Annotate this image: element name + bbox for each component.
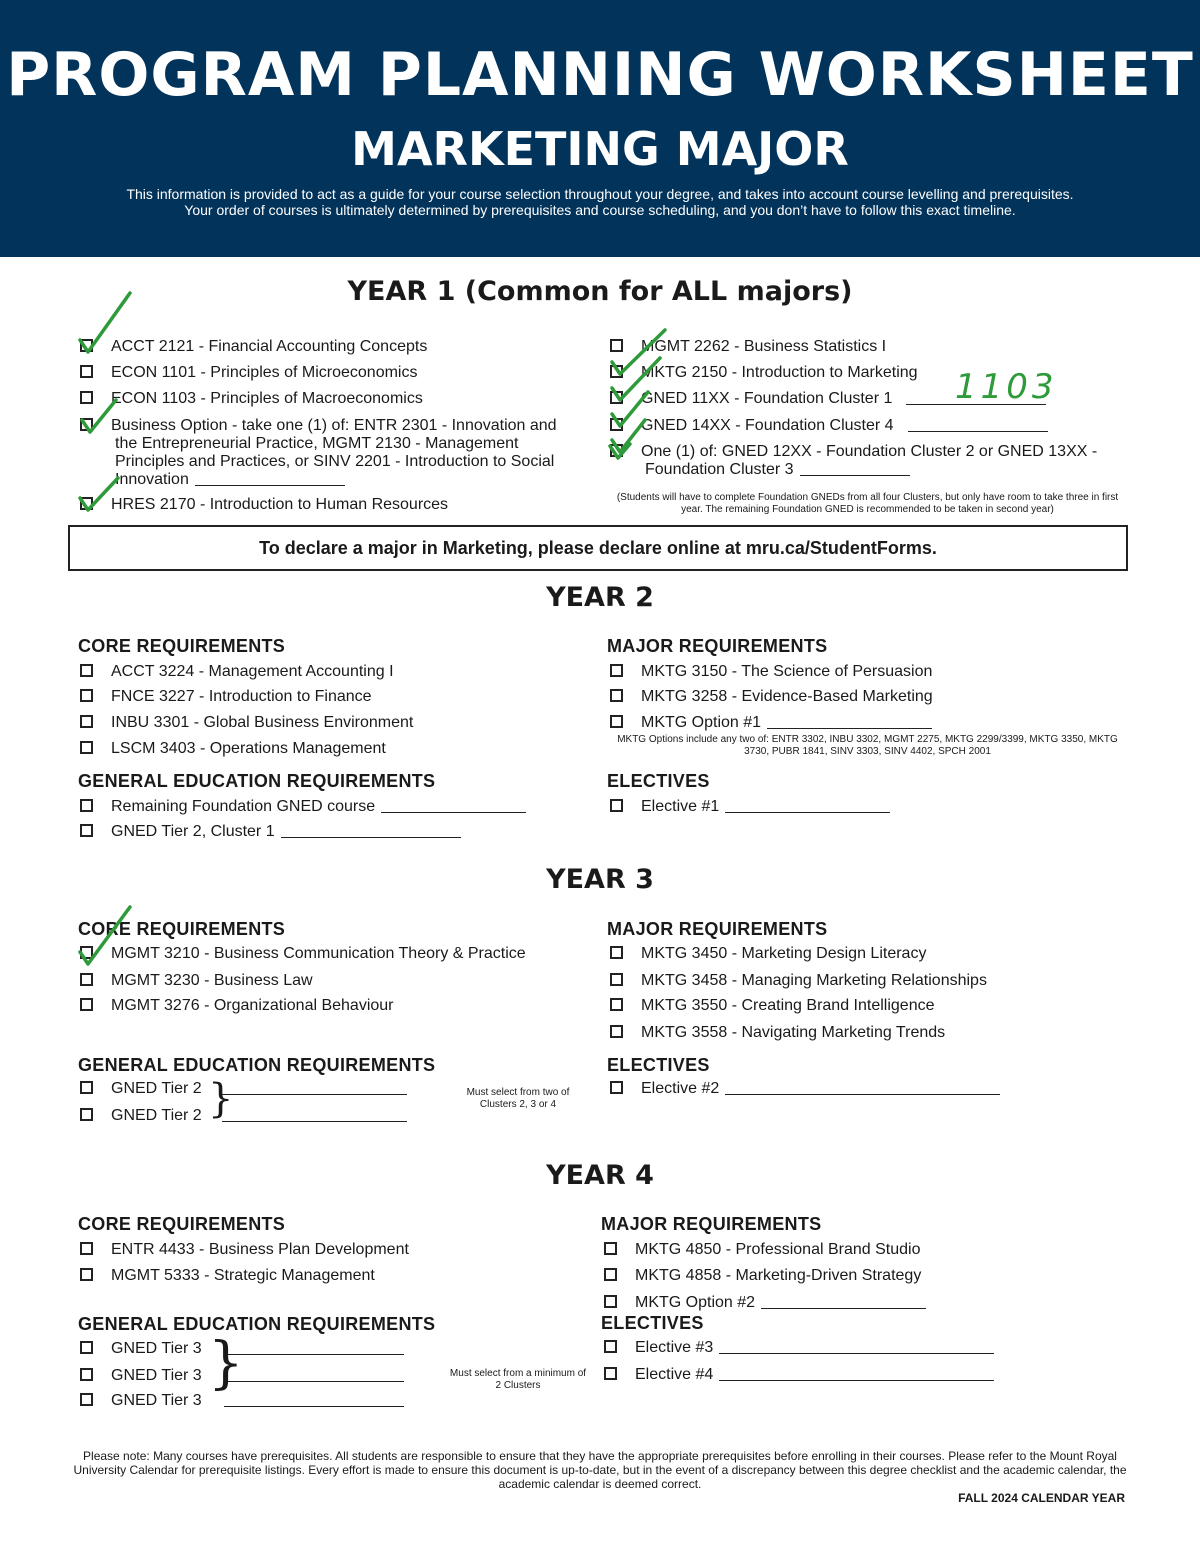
course-checkbox[interactable]: GNED Tier 3 [80, 1392, 404, 1410]
intro-text [40, 186, 1160, 218]
course-checkbox[interactable]: MGMT 3276 - Organizational Behaviour [80, 997, 394, 1015]
course-checkbox[interactable]: Remaining Foundation GNED course [80, 798, 526, 816]
intro-line-1: This information is provided to act as a guide for your course selection throughout your degree, and takes into account course levelling and prerequisites. [126, 186, 1074, 202]
year4-major-heading: MAJOR REQUIREMENTS [601, 1214, 822, 1234]
write-in-line[interactable] [719, 1366, 994, 1381]
checkbox-icon[interactable] [80, 339, 93, 352]
course-checkbox[interactable]: INBU 3301 - Global Business Environment [80, 714, 413, 732]
checkbox-icon[interactable] [80, 824, 93, 837]
course-checkbox[interactable]: MKTG Option #2 [604, 1294, 926, 1312]
brace-icon: } [208, 1331, 244, 1396]
course-checkbox[interactable]: MKTG 3550 - Creating Brand Intelligence [610, 997, 934, 1015]
course-checkbox[interactable]: GNED Tier 2 [80, 1107, 407, 1125]
course-checkbox[interactable]: FNCE 3227 - Introduction to Finance [80, 688, 372, 706]
course-checkbox[interactable]: MGMT 2262 - Business Statistics I [610, 338, 886, 356]
write-in-line[interactable] [224, 1367, 404, 1382]
course-checkbox[interactable]: MKTG 3450 - Marketing Design Literacy [610, 945, 926, 963]
write-in-line[interactable] [381, 798, 526, 813]
course-checkbox[interactable]: Elective #4 [604, 1366, 994, 1384]
page-subtitle: MARKETING MAJOR [351, 122, 849, 176]
year4-heading: YEAR 4 [546, 1160, 654, 1191]
write-in-line[interactable] [222, 1080, 407, 1095]
write-in-line[interactable] [800, 461, 910, 476]
course-checkbox[interactable]: GNED Tier 3 [80, 1340, 404, 1358]
course-checkbox[interactable]: Business Option - take one (1) of: ENTR 2301 - Innovation and the Entrepreneurial Practice, MGMT 2130 - Management Principles and Practices, or SINV 2201 - Introduction to Social Innovation [80, 417, 570, 489]
write-in-line[interactable] [281, 823, 461, 838]
checkbox-icon[interactable] [604, 1295, 617, 1308]
checkbox-icon[interactable] [610, 365, 623, 378]
course-checkbox[interactable]: GNED Tier 2, Cluster 1 [80, 823, 461, 841]
course-checkbox[interactable]: ACCT 3224 - Management Accounting I [80, 663, 394, 681]
write-in-line[interactable] [195, 471, 345, 486]
course-checkbox[interactable]: HRES 2170 - Introduction to Human Resources [80, 496, 448, 514]
course-checkbox[interactable]: ACCT 2121 - Financial Accounting Concepts [80, 338, 427, 356]
checkbox-icon[interactable] [604, 1242, 617, 1255]
checkbox-icon[interactable] [610, 715, 623, 728]
course-checkbox[interactable]: ECON 1103 - Principles of Macroeconomics [80, 390, 423, 408]
year3-heading: YEAR 3 [546, 864, 654, 895]
course-checkbox[interactable]: MGMT 5333 - Strategic Management [80, 1267, 375, 1285]
write-in-line[interactable] [906, 390, 1046, 405]
course-checkbox[interactable]: Elective #1 [610, 798, 890, 816]
checkbox-icon[interactable] [610, 689, 623, 702]
course-checkbox[interactable]: Elective #2 [610, 1080, 1000, 1098]
calendar-year-label: FALL 2024 CALENDAR YEAR [958, 1491, 1125, 1505]
write-in-line[interactable] [719, 1339, 994, 1354]
checkbox-icon[interactable] [610, 418, 623, 431]
prerequisite-note: Please note: Many courses have prerequisites. All students are responsible to ensure that they have the appropriate prerequisites before enrolling in their courses. Please refer to the Mount Royal University Calendar for prerequisite listings. Every effort is made to ensure this document is up-to-date, but in the event of a discrepancy between this degree checklist and the academic calendar, the academic calendar is deemed correct. [73, 1449, 1127, 1491]
checkbox-icon[interactable] [610, 946, 623, 959]
year2-core-heading: CORE REQUIREMENTS [78, 636, 286, 656]
handwritten-note: 1103 [955, 367, 1058, 407]
write-in-line[interactable] [908, 417, 1048, 432]
checkbox-icon[interactable] [610, 339, 623, 352]
checkbox-icon[interactable] [80, 946, 93, 959]
year4-core-heading: CORE REQUIREMENTS [78, 1214, 286, 1234]
year3-gened-heading: GENERAL EDUCATION REQUIREMENTS [78, 1055, 436, 1075]
year4-electives-heading: ELECTIVES [601, 1313, 704, 1333]
checkbox-icon[interactable] [610, 444, 623, 457]
checkbox-icon[interactable] [610, 998, 623, 1011]
checkbox-icon[interactable] [80, 1268, 93, 1281]
checkbox-icon[interactable] [610, 664, 623, 677]
year3-major-heading: MAJOR REQUIREMENTS [607, 919, 828, 939]
course-checkbox[interactable]: MKTG 3150 - The Science of Persuasion [610, 663, 932, 681]
checkbox-icon[interactable] [80, 998, 93, 1011]
checkbox-icon[interactable] [80, 1081, 93, 1094]
checkbox-icon[interactable] [80, 741, 93, 754]
checkbox-icon[interactable] [80, 1393, 93, 1406]
write-in-line[interactable] [224, 1340, 404, 1355]
checkbox-icon[interactable] [80, 1242, 93, 1255]
checkbox-icon[interactable] [80, 365, 93, 378]
checkbox-icon[interactable] [80, 497, 93, 510]
checkbox-icon[interactable] [610, 1025, 623, 1038]
course-checkbox[interactable]: ECON 1101 - Principles of Microeconomics [80, 364, 417, 382]
write-in-line[interactable] [222, 1107, 407, 1122]
checkbox-icon[interactable] [610, 1081, 623, 1094]
year3-electives-heading: ELECTIVES [607, 1055, 710, 1075]
header-banner [0, 0, 1200, 257]
course-checkbox[interactable]: MKTG 3558 - Navigating Marketing Trends [610, 1024, 945, 1042]
checkbox-icon[interactable] [80, 664, 93, 677]
checkbox-icon[interactable] [610, 391, 623, 404]
year2-gened-heading: GENERAL EDUCATION REQUIREMENTS [78, 771, 436, 791]
year2-heading: YEAR 2 [546, 582, 654, 613]
page-title: PROGRAM PLANNING WORKSHEET [6, 40, 1194, 110]
course-checkbox[interactable]: GNED Tier 3 [80, 1367, 404, 1385]
checkbox-icon[interactable] [80, 391, 93, 404]
intro-line-2: Your order of courses is ultimately determined by prerequisites and course scheduling, and you don’t have to follow this exact timeline. [184, 202, 1016, 218]
checkbox-icon[interactable] [80, 1341, 93, 1354]
year3-gened-note: Must select from two of Clusters 2, 3 or 4 [466, 1087, 570, 1110]
course-checkbox[interactable]: MKTG 4858 - Marketing-Driven Strategy [604, 1267, 921, 1285]
course-checkbox[interactable]: MGMT 3210 - Business Communication Theory & Practice [80, 945, 526, 963]
checkbox-icon[interactable] [80, 1368, 93, 1381]
write-in-line[interactable] [725, 798, 890, 813]
course-checkbox[interactable]: GNED Tier 2 [80, 1080, 407, 1098]
checkbox-icon[interactable] [604, 1268, 617, 1281]
checkbox-icon[interactable] [80, 799, 93, 812]
checkbox-icon[interactable] [80, 715, 93, 728]
year3-core-heading: CORE REQUIREMENTS [78, 919, 286, 939]
year1-heading: YEAR 1 (Common for ALL majors) [347, 276, 853, 307]
course-checkbox[interactable]: MKTG 3458 - Managing Marketing Relationships [610, 972, 987, 990]
course-checkbox[interactable]: GNED 11XX - Foundation Cluster 1 [610, 390, 1046, 408]
checkbox-icon[interactable] [80, 973, 93, 986]
course-checkbox[interactable]: One (1) of: GNED 12XX - Foundation Cluster 2 or GNED 13XX - Foundation Cluster 3 [610, 443, 1140, 479]
course-checkbox[interactable]: Elective #3 [604, 1339, 994, 1357]
year2-electives-heading: ELECTIVES [607, 771, 710, 791]
write-in-line[interactable] [761, 1294, 926, 1309]
course-checkbox[interactable]: LSCM 3403 - Operations Management [80, 740, 386, 758]
year4-gened-heading: GENERAL EDUCATION REQUIREMENTS [78, 1314, 436, 1334]
course-checkbox[interactable]: MKTG 2150 - Introduction to Marketing [610, 364, 918, 382]
course-checkbox[interactable]: MKTG Option #1 [610, 714, 932, 732]
checkbox-icon[interactable] [610, 973, 623, 986]
mktg-options-note: MKTG Options include any two of: ENTR 3302, INBU 3302, MGMT 2275, MKTG 2299/3399, MKTG 3350, MKTG 3730, PUBR 1841, SINV 3303, SINV 4402, SPCH 2001 [617, 734, 1118, 757]
write-in-line[interactable] [767, 714, 932, 729]
write-in-line[interactable] [224, 1392, 404, 1407]
checkbox-icon[interactable] [80, 418, 93, 431]
foundation-gned-note: (Students will have to complete Foundation GNEDs from all four Clusters, but only have room to take three in first year. The remaining Foundation GNED is recommended to be taken in second year) [616, 492, 1119, 515]
declare-major-box: To declare a major in Marketing, please declare online at mru.ca/StudentForms. [68, 525, 1128, 571]
course-checkbox[interactable]: MKTG 4850 - Professional Brand Studio [604, 1241, 920, 1259]
checkbox-icon[interactable] [80, 689, 93, 702]
course-checkbox[interactable]: MGMT 3230 - Business Law [80, 972, 313, 990]
checkbox-icon[interactable] [80, 1108, 93, 1121]
course-checkbox[interactable]: MKTG 3258 - Evidence-Based Marketing [610, 688, 933, 706]
brace-icon: } [208, 1076, 234, 1122]
year4-gened-note: Must select from a minimum of 2 Clusters [449, 1368, 587, 1391]
write-in-line[interactable] [725, 1080, 1000, 1095]
checkbox-icon[interactable] [610, 799, 623, 812]
year2-major-heading: MAJOR REQUIREMENTS [607, 636, 828, 656]
course-checkbox[interactable]: GNED 14XX - Foundation Cluster 4 [610, 417, 1048, 435]
course-checkbox[interactable]: ENTR 4433 - Business Plan Development [80, 1241, 409, 1259]
checkbox-icon[interactable] [604, 1367, 617, 1380]
checkbox-icon[interactable] [604, 1340, 617, 1353]
